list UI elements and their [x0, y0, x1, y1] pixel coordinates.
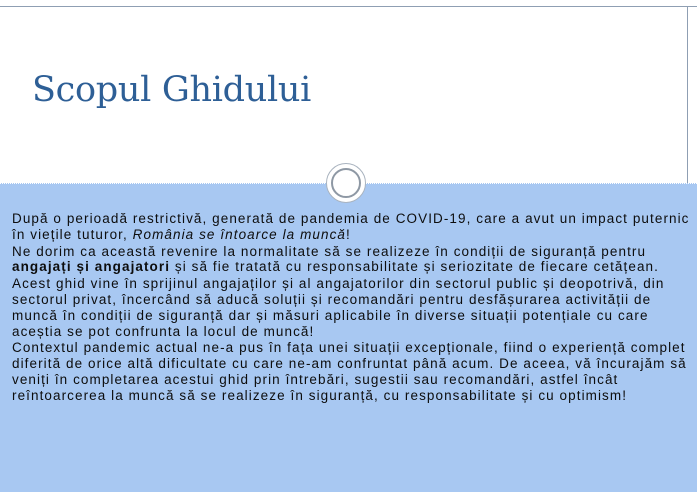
paragraph-2-end: și să fie tratată cu responsabilitate și seriozitate de fiecare cetățean. — [170, 259, 659, 275]
paragraph-1 — [12, 211, 692, 243]
paragraph-4: Contextul pandemic actual ne-a pus în fața unei situații excepționale, fiind o experiență complet diferită de orice altă dificultate cu care ne-am confruntat până acum. De aceea, vă încurajăm să veniți în completarea acestui ghid prin întrebări, sugestii sau recomandări, astfel încât reîntoarcerea la muncă să se realizeze în siguranță, cu responsabilitate și cu optimism! — [12, 340, 687, 403]
paragraph-2-strong: angajați și angajatori — [12, 259, 171, 275]
paragraph-1-end: ! — [346, 226, 351, 242]
circle-ornament-icon — [326, 163, 366, 203]
body-text — [12, 211, 692, 405]
paragraph-1-text: După o perioadă restrictivă, generată de pandemia de COVID-19, care a avut un impact puternic în viețile tuturor, — [12, 211, 690, 242]
paragraph-1-emphasis: România se întoarce la muncă — [132, 226, 346, 242]
paragraph-2-text: Ne dorim ca această revenire la normalitate să se realizeze în condiții de siguranță pentru — [12, 243, 647, 259]
slide-title: Scopul Ghidului — [32, 70, 311, 110]
paragraph-3: Acest ghid vine în sprijinul angajaților și al angajatorilor din sectorul public și deopotrivă, din sectorul privat, încercând să aducă soluții și recomandări pentru desfășurarea activității de muncă în condiții de siguranță dar și măsuri aplicabile în diverse situații potențiale cu care aceștia se pot confrunta la locul de muncă! — [12, 276, 665, 339]
frame-top-line — [0, 6, 697, 7]
frame-right-line — [687, 6, 688, 183]
paragraph-2 — [12, 244, 692, 276]
circle-ornament-inner — [331, 168, 361, 198]
